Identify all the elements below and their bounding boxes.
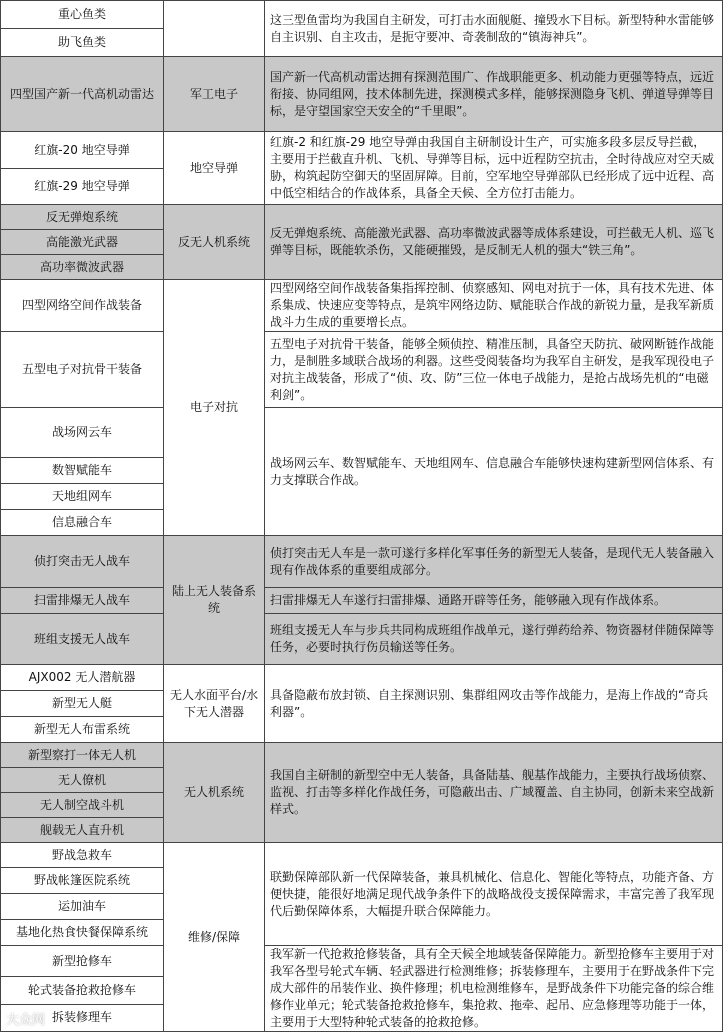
equipment-name: 四型网络空间作战装备 xyxy=(1,280,164,332)
equipment-name: AJX002 无人潜航器 xyxy=(1,665,164,691)
equipment-description: 红旗-2 和红旗-29 地空导弹由我国自主研制设计生产，可实施多段多层反导拦截，主要用于拦截直升机、飞机、导弹等目标，远中近程防空抗击，全时待战应对空天威胁，构筑起防空御天的坚固屏障。目前，空军地空导弹部队已经形成了远中近程、高中低空相结合的作战体系，具备全天候、全方位打击能力。 xyxy=(265,132,723,205)
equipment-name: 基地化热食快餐保障系统 xyxy=(1,920,164,946)
equipment-name: 扫雷排爆无人战车 xyxy=(1,588,164,614)
equipment-name: 信息融合车 xyxy=(1,510,164,536)
equipment-name: 助飞鱼类 xyxy=(1,29,164,57)
equipment-description: 国产新一代高机动雷达拥有探测范围广、作战职能更多、机动能力更强等特点，远近衔接、协同组网，技术体制先进，探测模式多样，能够探测隐身飞机、弹道导弹等目标，是守望国家空天安全的“千里眼”。 xyxy=(265,57,723,132)
equipment-description: 扫雷排爆无人车遂行扫雷排爆、通路开辟等任务，能够融入现有作战体系。 xyxy=(265,588,723,614)
equipment-name: 四型国产新一代高机动雷达 xyxy=(1,57,164,132)
equipment-name: 无人僚机 xyxy=(1,768,164,793)
category-label: 地空导弹 xyxy=(164,132,265,205)
equipment-name: 轮式装备抢救抢修车 xyxy=(1,977,164,1004)
category-label: 电子对抗 xyxy=(164,280,265,536)
equipment-name: 野战帐篷医院系统 xyxy=(1,868,164,894)
equipment-description: 我军新一代抢救抢修装备，具有全天候全地域装备保障能力。新型抢修车主要用于对我军各型号轮式车辆、轻武器进行检测维修；拆装修理车，主要用于在野战条件下完成大部件的吊装作业、换件修理；机电检测维修车，是野战条件下功能完备的综合维修作业单元；轮式装备抢救抢修车，集抢救、拖牵、起吊、应急修理等功能于一体，主要用于大型特种轮式装备的抢救抢修。 xyxy=(265,946,723,1032)
equipment-name: 新型无人布雷系统 xyxy=(1,717,164,743)
category-cell-empty xyxy=(164,1,265,57)
equipment-description: 我国自主研制的新型空中无人装备，具备陆基、舰基作战能力，主要执行战场侦察、监视、打击等多样化作战任务，可隐蔽出击、广域覆盖、自主协同，创新未来空战新样式。 xyxy=(265,743,723,843)
equipment-name: 无人制空战斗机 xyxy=(1,793,164,818)
category-label: 无人水面平台/水下无人潜器 xyxy=(164,665,265,743)
equipment-name: 野战急救车 xyxy=(1,843,164,868)
equipment-name: 舰载无人直升机 xyxy=(1,818,164,843)
equipment-description: 战场网云车、数智赋能车、天地组网车、信息融合车能够快速构建新型网信体系、有力支撑联合作战。 xyxy=(265,408,723,536)
equipment-description: 这三型鱼雷均为我国自主研发，可打击水面舰艇、撞毁水下目标。新型特种水雷能够自主识别、自主攻击，是扼守要冲、奇袭制敌的“镇海神兵”。 xyxy=(265,1,723,57)
equipment-name: 红旗-29 地空导弹 xyxy=(1,169,164,205)
equipment-description: 具备隐蔽布放封锁、自主探测识别、集群组网攻击等作战能力，是海上作战的“奇兵利器”。 xyxy=(265,665,723,743)
equipment-description: 四型网络空间作战装备集指挥控制、侦察感知、网电对抗于一体，具有技术先进、体系集成、快速应变等特点，是筑牢网络边防、赋能联合作战的新锐力量，是我军新质战斗力生成的重要增长点。 xyxy=(265,280,723,332)
equipment-name: 新型抢修车 xyxy=(1,946,164,977)
equipment-name: 侦打突击无人战车 xyxy=(1,536,164,588)
equipment-name: 五型电子对抗骨干装备 xyxy=(1,332,164,408)
equipment-description: 反无弹炮系统、高能激光武器、高功率微波武器等成体系建设，可拦截无人机、巡飞弹等目标，既能软杀伤，又能硬摧毁，是反制无人机的强大“铁三角”。 xyxy=(265,205,723,280)
equipment-name: 重心鱼类 xyxy=(1,1,164,29)
equipment-description: 联勤保障部队新一代保障装备，兼具机械化、信息化、智能化等特点，功能齐备、方便快捷，能很好地满足现代战争条件下的战略战役支援保障需求，丰富完善了我军现代后勤保障体系，大幅提升联合保障能力。 xyxy=(265,843,723,946)
equipment-description: 五型电子对抗骨干装备，能够全频侦控、精准压制，具备空天防抗、破网断链作战能力，是制胜多域联合战场的利器。这些受阅装备均为我军自主研发，是我军现役电子对抗主战装备，形成了“侦、攻、防”三位一体电子战能力，是抢占战场先机的“电磁利剑”。 xyxy=(265,332,723,408)
category-label: 军工电子 xyxy=(164,57,265,132)
equipment-description: 侦打突击无人车是一款可遂行多样化军事任务的新型无人装备，是现代无人装备融入现有作战体系的重要组成部分。 xyxy=(265,536,723,588)
equipment-name: 新型无人艇 xyxy=(1,691,164,717)
equipment-name: 拆装修理车 xyxy=(1,1004,164,1031)
equipment-name: 高能激光武器 xyxy=(1,230,164,255)
equipment-name: 天地组网车 xyxy=(1,484,164,510)
equipment-name: 高功率微波武器 xyxy=(1,255,164,280)
equipment-name: 运加油车 xyxy=(1,894,164,920)
equipment-description: 班组支援无人车与步兵共同构成班组作战单元，遂行弹药给养、物资器材伴随保障等任务，必要时执行伤员输送等任务。 xyxy=(265,614,723,665)
equipment-name: 反无弹炮系统 xyxy=(1,205,164,230)
watermark-logo: 大众网 xyxy=(6,1013,46,1028)
equipment-name: 新型察打一体无人机 xyxy=(1,743,164,768)
equipment-name: 班组支援无人战车 xyxy=(1,614,164,665)
equipment-name: 战场网云车 xyxy=(1,408,164,458)
category-label: 反无人机系统 xyxy=(164,205,265,280)
category-label: 维修/保障 xyxy=(164,843,265,1032)
equipment-name: 红旗-20 地空导弹 xyxy=(1,132,164,169)
equipment-name: 数智赋能车 xyxy=(1,458,164,484)
category-label: 陆上无人装备系统 xyxy=(164,536,265,665)
category-label: 无人机系统 xyxy=(164,743,265,843)
